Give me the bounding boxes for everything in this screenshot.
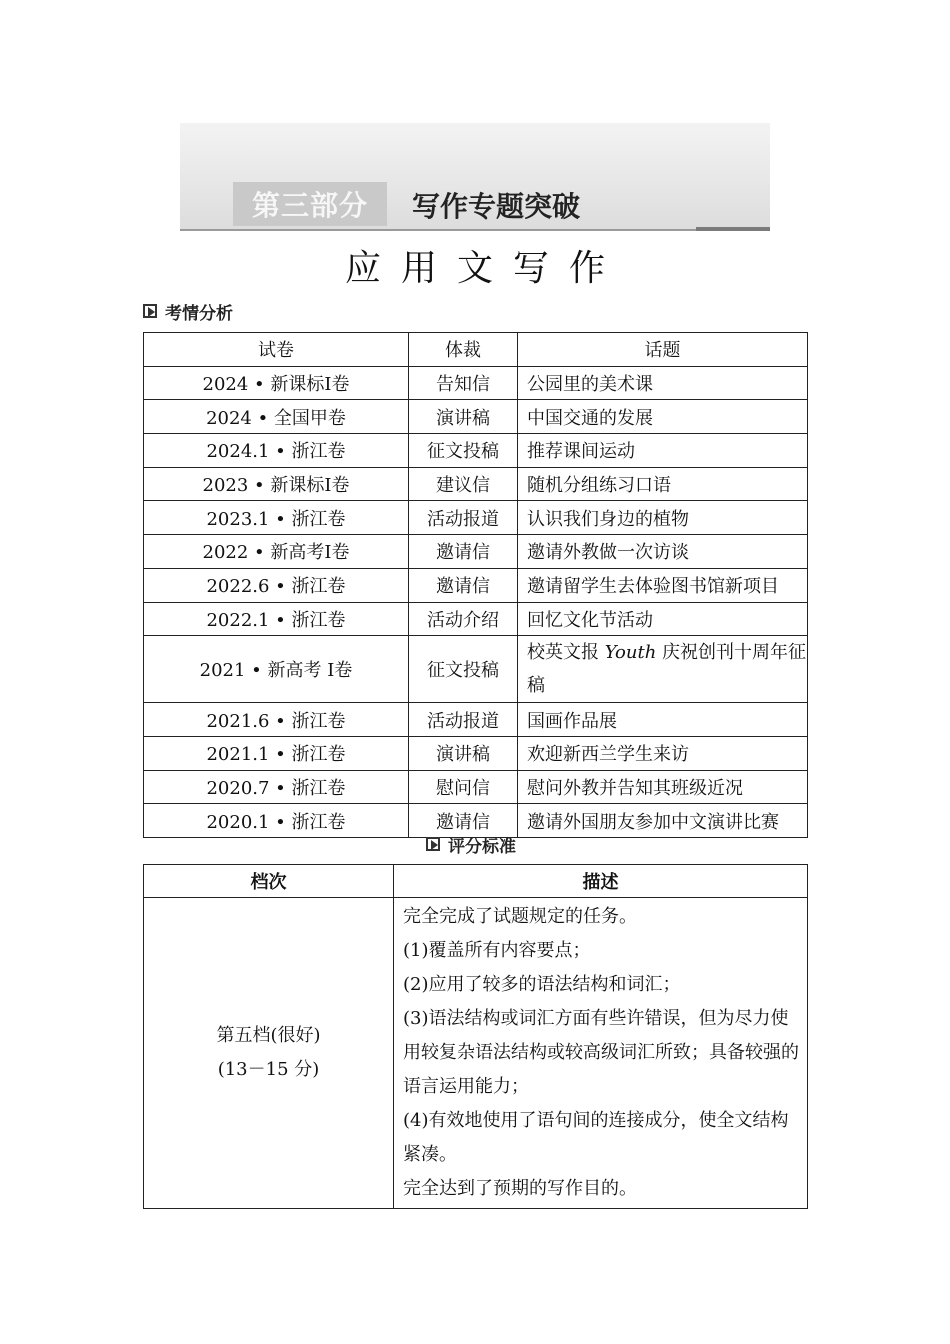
description-line: (4)有效地使用了语句间的连接成分，使全文结构紧凑。 (403, 1110, 789, 1165)
genre-cell: 邀请信 (409, 568, 518, 602)
genre-cell: 活动报道 (409, 703, 518, 737)
table-row (144, 898, 808, 1209)
newspaper-name: Youth (604, 642, 657, 664)
banner-divider-accent (696, 227, 770, 231)
column-header: 体裁 (409, 333, 518, 367)
topic-text-prefix: 校英文报 (527, 642, 605, 664)
scoring-heading (426, 833, 516, 855)
topic-cell: 邀请外教做一次访谈 (518, 535, 808, 569)
column-header: 档次 (144, 865, 394, 898)
description-line: 完全完成了试题规定的任务。 (403, 906, 637, 927)
paper-cell: 2021.6 • 浙江卷 (144, 703, 409, 737)
genre-cell: 邀请信 (409, 535, 518, 569)
topic-cell: 慰问外教并告知其班级近况 (518, 770, 808, 804)
scoring-table (143, 864, 808, 1209)
topic-cell: 中国交通的发展 (518, 400, 808, 434)
genre-cell: 慰问信 (409, 770, 518, 804)
scoring-heading-text: 评分标准 (448, 836, 516, 857)
topic-cell: 认识我们身边的植物 (518, 501, 808, 535)
paper-cell: 2023 • 新课标Ⅰ卷 (144, 467, 409, 501)
topic-cell: 邀请留学生去体验图书馆新项目 (518, 568, 808, 602)
genre-cell: 活动介绍 (409, 602, 518, 636)
paper-cell: 2024 • 新课标Ⅰ卷 (144, 366, 409, 400)
exam-analysis-heading (143, 300, 233, 322)
part-label: 第三部分 (233, 182, 387, 226)
paper-cell: 2022 • 新高考Ⅰ卷 (144, 535, 409, 569)
topic-cell: 回忆文化节活动 (518, 602, 808, 636)
topic-cell: 国画作品展 (518, 703, 808, 737)
genre-cell: 演讲稿 (409, 736, 518, 770)
table-row (144, 736, 808, 770)
description-line: (3)语法结构或词汇方面有些许错误，但为尽力使用较复杂语法结构或较高级词汇所致；具备较强的语言运用能力； (403, 1008, 799, 1097)
table-row (144, 366, 808, 400)
banner-divider (180, 229, 696, 231)
column-header: 描述 (394, 865, 808, 898)
table-row (144, 434, 808, 468)
table-row (144, 400, 808, 434)
play-box-icon (143, 304, 157, 318)
table-header-row (144, 865, 808, 898)
table-row (144, 501, 808, 535)
genre-cell: 征文投稿 (409, 434, 518, 468)
level-score: (13－15 分) (217, 1059, 320, 1080)
genre-cell: 告知信 (409, 366, 518, 400)
topic-cell: 欢迎新西兰学生来访 (518, 736, 808, 770)
genre-cell: 邀请信 (409, 804, 518, 838)
topic-cell (518, 636, 808, 703)
page-title: 应用文写作 (344, 248, 625, 289)
level-cell (144, 898, 394, 1209)
genre-cell: 活动报道 (409, 501, 518, 535)
topic-cell: 邀请外国朋友参加中文演讲比赛 (518, 804, 808, 838)
paper-cell: 2020.7 • 浙江卷 (144, 770, 409, 804)
table-header-row (144, 333, 808, 367)
paper-cell: 2024.1 • 浙江卷 (144, 434, 409, 468)
genre-cell: 建议信 (409, 467, 518, 501)
paper-cell: 2024 • 全国甲卷 (144, 400, 409, 434)
description-line: (2)应用了较多的语法结构和词汇； (403, 974, 681, 995)
part-title: 写作专题突破 (412, 190, 581, 223)
table-row (144, 467, 808, 501)
exam-analysis-table (143, 332, 808, 838)
column-header: 话题 (518, 333, 808, 367)
description-line: 完全达到了预期的写作目的。 (403, 1178, 637, 1199)
exam-analysis-heading-text: 考情分析 (165, 303, 233, 324)
genre-cell: 征文投稿 (409, 636, 518, 703)
genre-cell: 演讲稿 (409, 400, 518, 434)
column-header: 试卷 (144, 333, 409, 367)
description-cell (394, 898, 808, 1209)
table-row (144, 703, 808, 737)
paper-cell: 2021.1 • 浙江卷 (144, 736, 409, 770)
paper-cell: 2021 • 新高考 Ⅰ卷 (144, 636, 409, 703)
topic-text-suffix: 庆祝创刊十周年征稿 (527, 642, 807, 697)
topic-cell: 推荐课间运动 (518, 434, 808, 468)
topic-cell: 公园里的美术课 (518, 366, 808, 400)
paper-cell: 2020.1 • 浙江卷 (144, 804, 409, 838)
paper-cell: 2022.1 • 浙江卷 (144, 602, 409, 636)
paper-cell: 2023.1 • 浙江卷 (144, 501, 409, 535)
table-row (144, 602, 808, 636)
table-row (144, 636, 808, 703)
table-row (144, 535, 808, 569)
level-name: 第五档(很好) (216, 1025, 321, 1046)
paper-cell: 2022.6 • 浙江卷 (144, 568, 409, 602)
table-row (144, 568, 808, 602)
topic-cell: 随机分组练习口语 (518, 467, 808, 501)
description-line: (1)覆盖所有内容要点； (403, 940, 591, 961)
table-row (144, 770, 808, 804)
play-box-icon (426, 837, 440, 851)
